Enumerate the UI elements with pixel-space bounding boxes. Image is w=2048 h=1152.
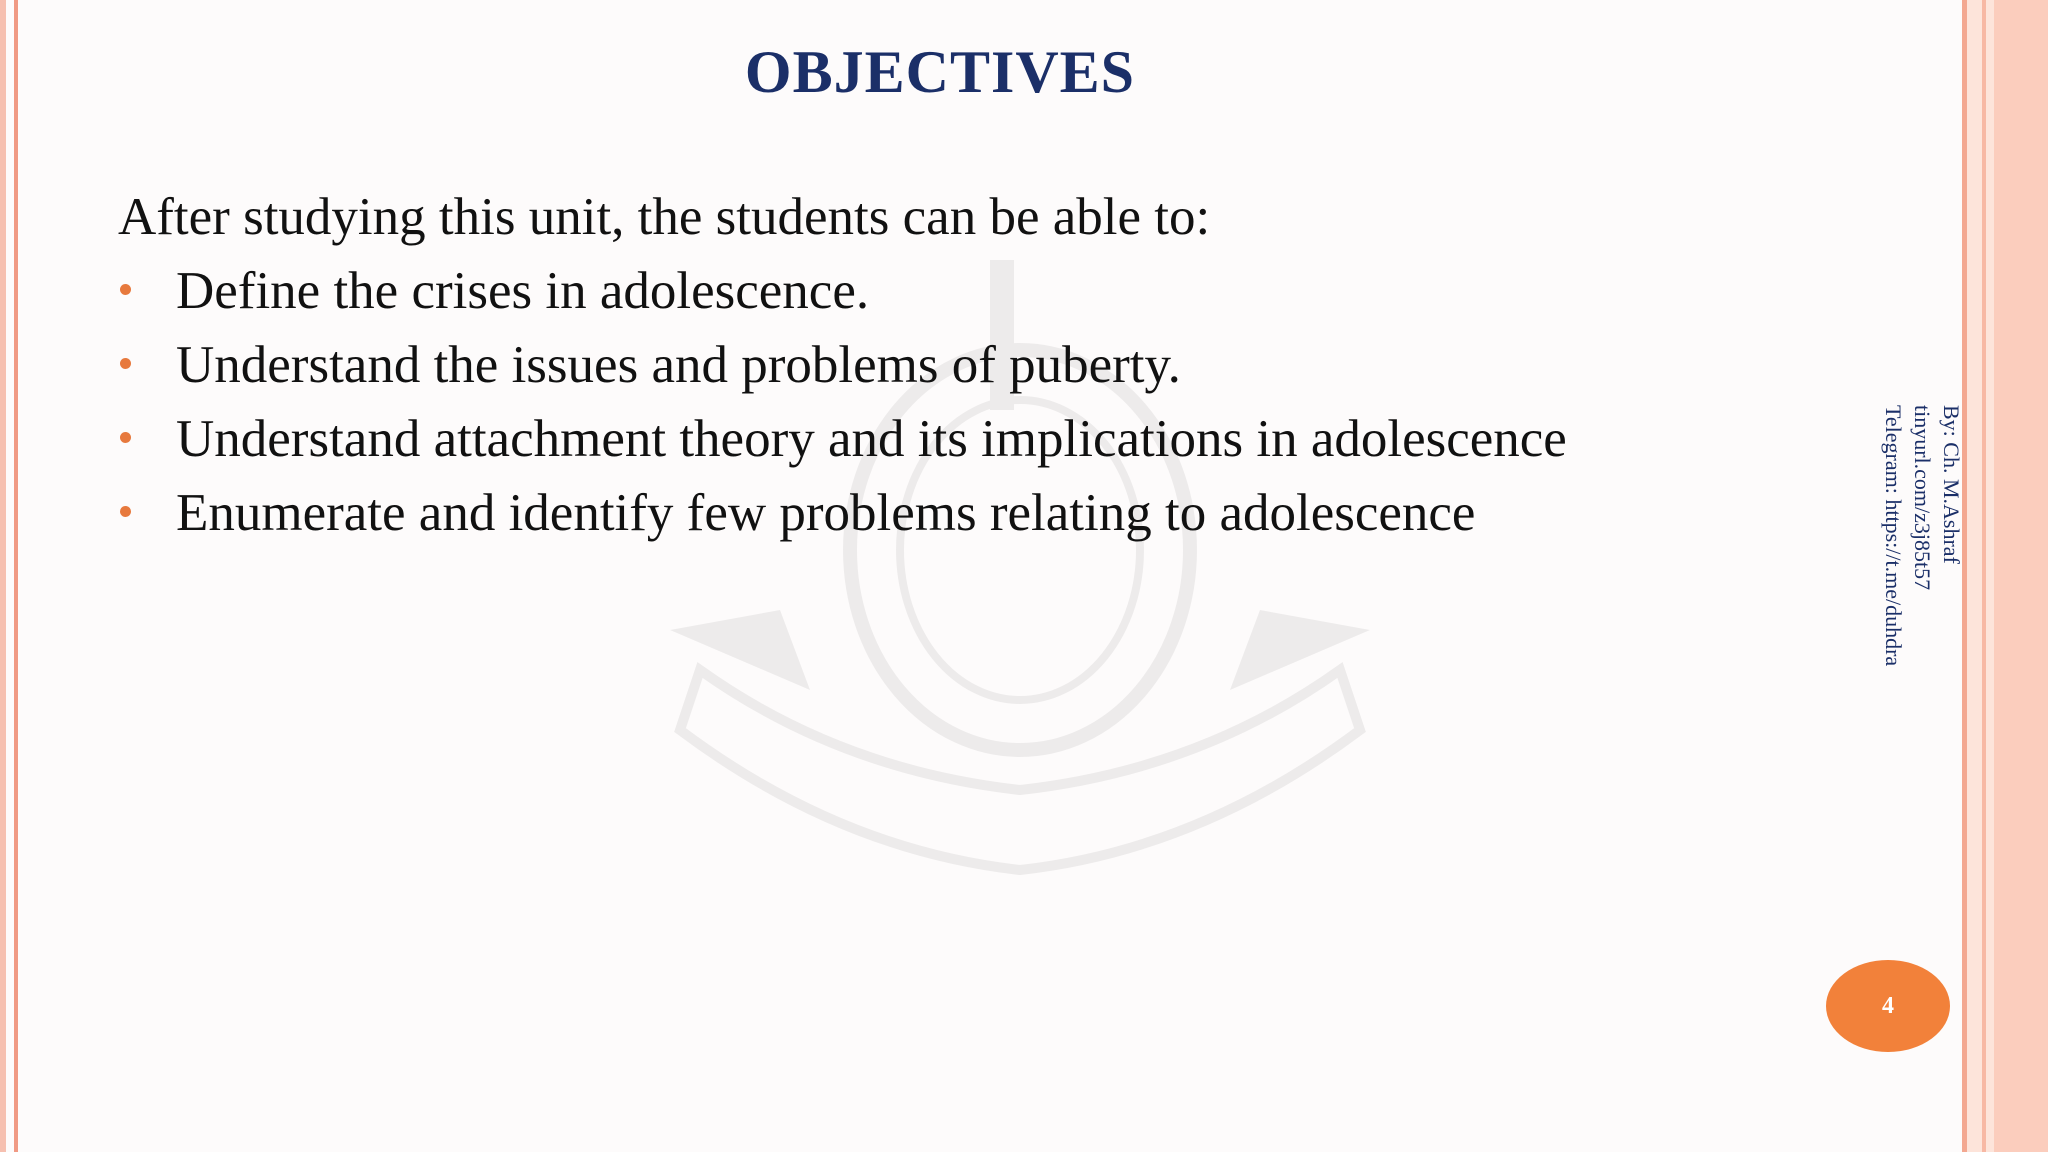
objectives-list [118, 254, 1760, 550]
left-border [0, 0, 6, 1152]
objective-text: Enumerate and identify few problems relating to adolescence [176, 484, 1476, 542]
author-name: By: Ch. M.Ashraf [1939, 405, 1964, 564]
bullet-icon [120, 432, 131, 443]
list-item [118, 402, 1760, 476]
slide-title: OBJECTIVES [744, 39, 1136, 105]
objective-text: Define the crises in adolescence. [176, 262, 870, 320]
slide-body [118, 180, 1760, 550]
bullet-icon [120, 506, 131, 517]
right-decorative-strip [1994, 0, 2048, 1152]
list-item [118, 328, 1760, 402]
list-item [118, 254, 1760, 328]
bullet-icon [120, 358, 131, 369]
intro-text: After studying this unit, the students can be able to: [118, 188, 1211, 246]
left-border-line [14, 0, 18, 1152]
list-item [118, 476, 1760, 550]
author-credit [1876, 405, 1966, 785]
objective-text: Understand the issues and problems of puberty. [176, 336, 1181, 394]
bullet-icon [120, 284, 131, 295]
short-link: tinyurl.com/z3j85t57 [1910, 405, 1935, 591]
page-number-badge: 4 [1826, 960, 1950, 1052]
telegram-link: Telegram: https://t.me/duhdra [1881, 405, 1906, 667]
objective-text: Understand attachment theory and its implications in adolescence [176, 410, 1567, 468]
right-decorative-line [1982, 0, 1986, 1152]
